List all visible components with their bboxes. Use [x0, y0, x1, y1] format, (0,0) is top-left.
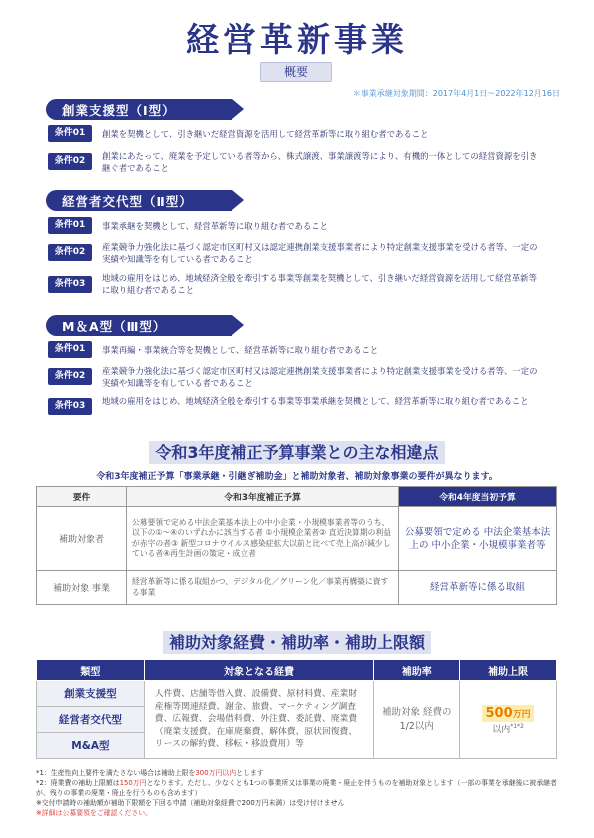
condition-text: 地域の雇用をはじめ、地域経済全般を牽引する事業等事業承継を契機として、経営革新等に取り組む者であること: [102, 396, 529, 406]
table-header: 補助率: [374, 660, 460, 681]
type-cell: 創業支援型: [37, 681, 145, 707]
expenses-cell: 人件費、店舗等借入費、設備費、原材料費、産業財産権等関連経費、謝金、旅費、マーケティング調査費、広報費、会場借料費、外注費、委託費、廃業費（廃業支援費、在庫廃棄費、解体費、原状回復費、リースの解約費、移転・移設費用）等: [144, 681, 374, 759]
condition-badge: 条件02: [48, 244, 92, 261]
rate-cell: 補助対象 経費の 1/2以内: [374, 681, 460, 759]
condition-text: 創業を契機として、引き継いだ経営資源を活用して経営革新等に取り組む者であること: [102, 129, 429, 139]
cap-cell: 500万円 以内$^{*1*2}$: [460, 681, 557, 759]
condition-text: 事業再編・事業統合等を契機として、経営革新等に取り組む者であること: [102, 345, 379, 355]
condition-text: 創業にあたって、廃業を予定している者等から、株式譲渡、事業譲渡等により、有機的一体としての経営資源を引き継ぐ者であること: [102, 151, 538, 173]
table-header: 補助上限: [460, 660, 557, 681]
note-4: ※詳細は公募要領をご確認ください。: [36, 809, 153, 817]
subsidy-table: [36, 659, 557, 759]
page-title: 経営革新事業: [186, 20, 408, 59]
table-row-label: 補助対象者: [37, 507, 127, 571]
condition-badge: 条件01: [48, 125, 92, 142]
table-cell: 経営革新等に係る取組かつ、デジタル化／グリーン化／事業再構築に資する事業: [127, 571, 399, 605]
condition-text: 事業承継を契機として、経営革新等に取り組む者であること: [102, 221, 328, 231]
note-3: ※交付申請時の補助額が補助下限額を下回る申請（補助対象経費で200万円未満）は受け付けません: [36, 799, 345, 807]
note-1: *1：生産性向上要件を満たさない場合は補助上限を300万円以内とします: [36, 769, 264, 777]
note-2: *2：廃業費の補助上限額は150万円となります。ただし、少なくとも1つの事業所又は事業の廃業・廃止を伴うものを補助対象とします（一部の事業を承継後に被承継者が、残りの事業の廃業・廃止を行うものも含めます）: [36, 779, 557, 797]
table-cell: 公募要領で定める 中法企業基本法上の 中小企業・小規模事業者等: [399, 507, 557, 571]
table-header: 類型: [37, 660, 145, 681]
table-row-label: 補助対象 事業: [37, 571, 127, 605]
condition-text: 産業競争力強化法に基づく認定市区町村又は認定連携創業支援事業者により特定創業支援事業を受ける者等、一定の実績や知識等を有している者であること: [102, 242, 538, 264]
period-text: ＊事業承継対象期間：2017年4月1日～2022年12月16日: [352, 89, 560, 98]
type-cell: 経営者交代型: [37, 707, 145, 733]
condition-badge: 条件03: [48, 276, 92, 293]
diff-subtitle: 令和3年度補正予算「事業承継・引継ぎ補助金」と補助対象者、補助対象事業の要件が異なります。: [96, 472, 498, 482]
condition-badge: 条件03: [48, 398, 92, 415]
condition-badge: 条件02: [48, 368, 92, 385]
table-cell: 公募要領で定める中法企業基本法上の中小企業・小規模事業者等のうち、以下の①～④のいずれかに該当する者 ①小規模企業者② 直近決算期の利益が赤字の者③ 新型コロナウイルス感染症拡大以前と比べて売上高が減少している者④再生計画の策定・成立者: [127, 507, 399, 571]
table-header: 要件: [37, 487, 127, 507]
condition-text: 地域の雇用をはじめ、地域経済全般を牽引する事業等創業を契機として、引き継いだ経営資源を活用して経営革新等に取り組む者であること: [102, 273, 537, 295]
condition-text: 産業競争力強化法に基づく認定市区町村又は認定連携創業支援事業者により特定創業支援事業を受ける者等、一定の実績や知識等を有している者であること: [102, 366, 538, 388]
condition-badge: 条件01: [48, 217, 92, 234]
table-header: 対象となる経費: [144, 660, 374, 681]
subsidy-heading: 補助対象経費・補助率・補助上限額: [0, 630, 594, 653]
table-cell: 経営革新等に係る取組: [399, 571, 557, 605]
section-heading-type2: 経営者交代型（Ⅱ型）: [46, 190, 232, 211]
type-cell: M&A型: [37, 733, 145, 759]
condition-badge: 条件02: [48, 153, 92, 170]
diff-heading: 令和3年度補正予算事業との主な相違点: [0, 440, 594, 463]
section-heading-type1: 創業支援型（Ⅰ型）: [46, 99, 232, 120]
condition-badge: 条件01: [48, 341, 92, 358]
diff-table: [36, 486, 557, 605]
table-header: 令和4年度当初予算: [399, 487, 557, 507]
cap-amount: 500万円: [482, 705, 533, 722]
notes: [36, 768, 566, 818]
table-header: 令和3年度補正予算: [127, 487, 399, 507]
section-heading-type3: M＆A型（Ⅲ型）: [46, 315, 232, 336]
overview-label: 概要: [260, 62, 332, 82]
